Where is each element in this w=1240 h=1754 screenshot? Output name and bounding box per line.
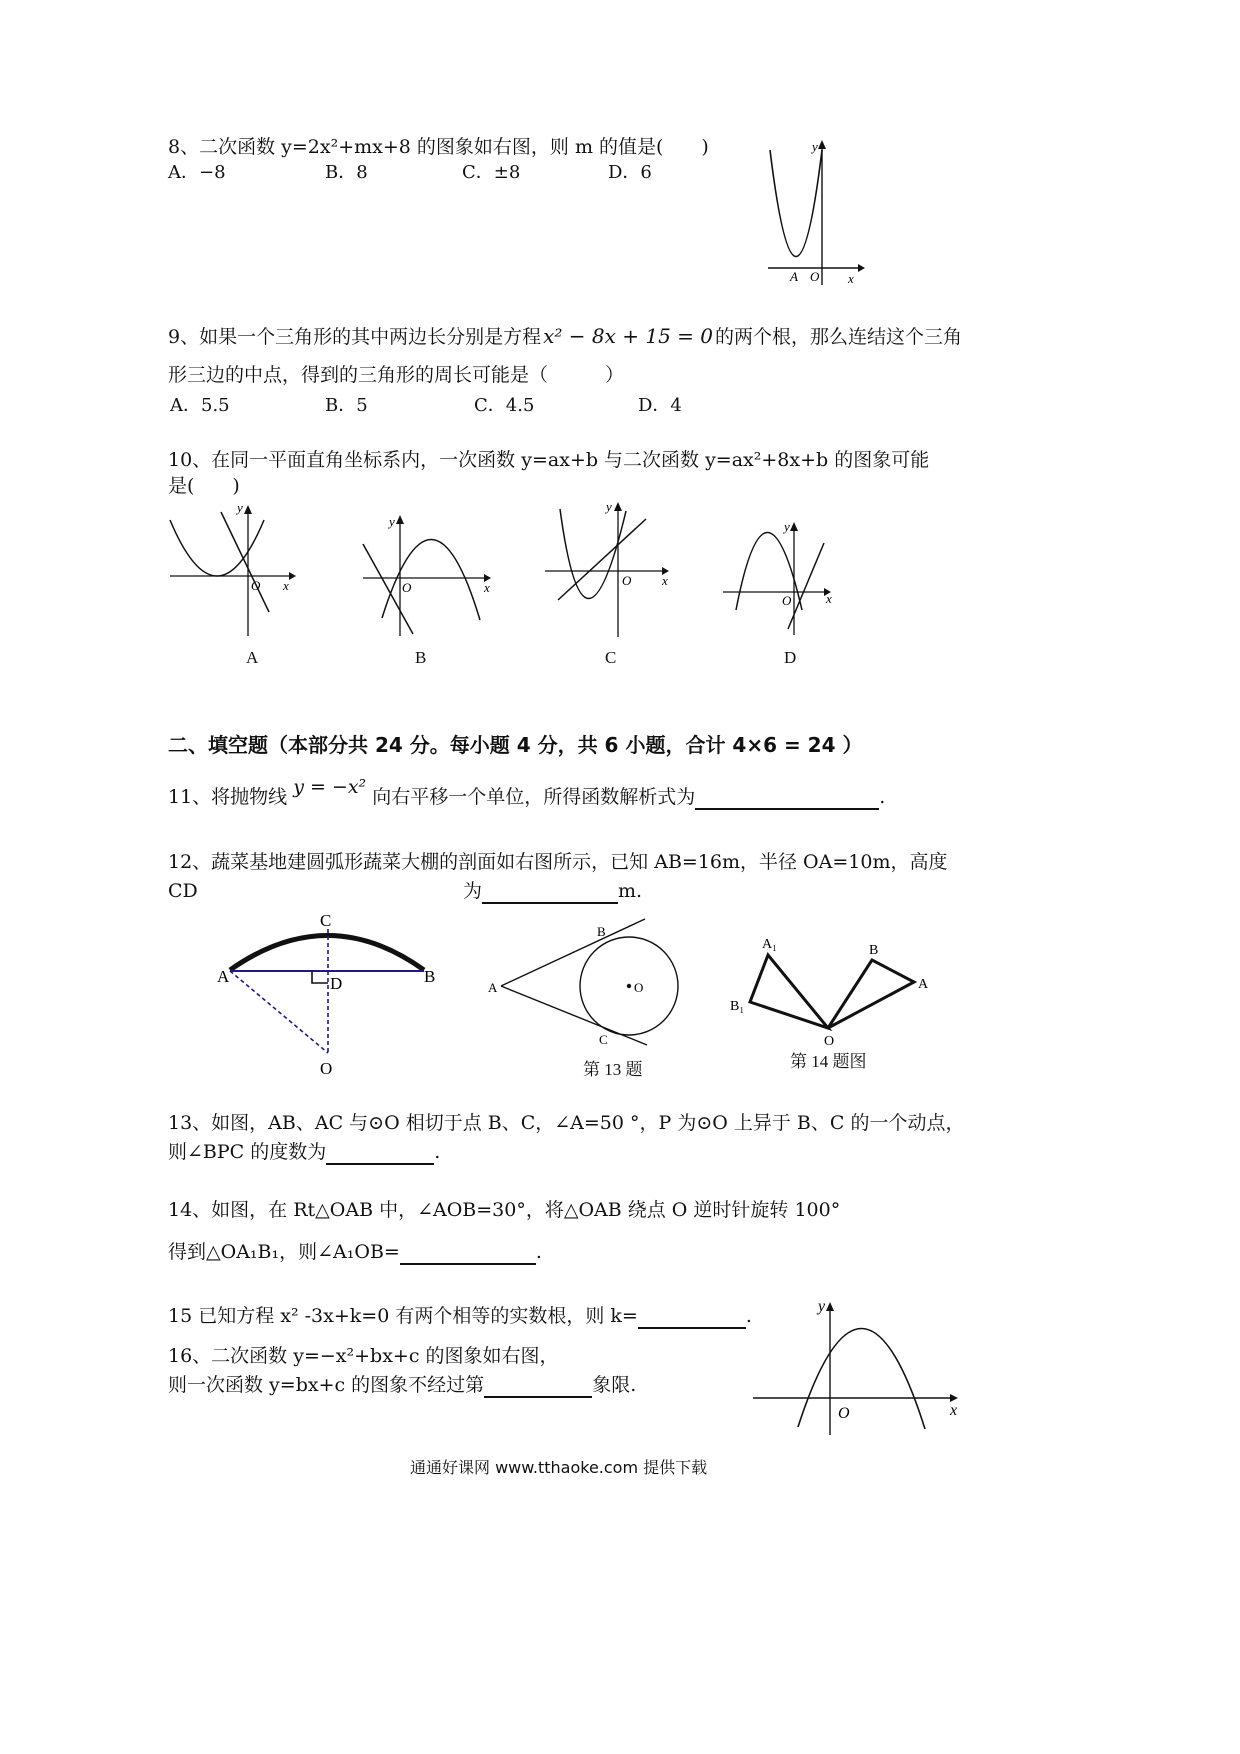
q10-line1: 10、在同一平面直角坐标系内，一次函数 y=ax+b 与二次函数 y=ax²+8x+b 的图象可能 — [168, 449, 930, 471]
q14-line1: 14、如图，在 Rt△OAB 中，∠AOB=30°，将△OAB 绕点 O 逆时针旋转 100° — [168, 1199, 841, 1221]
q10-graph-a — [165, 500, 310, 640]
q10-graph-b-o: O — [402, 580, 412, 595]
q11-line — [168, 776, 886, 810]
q8-graph-x-label: x — [848, 271, 854, 286]
fig14 — [720, 930, 940, 1050]
q11-text-b: 向右平移一个单位，所得函数解析式为 — [372, 786, 696, 808]
q10-graph-d-y: y — [784, 519, 790, 534]
q9-option-d: D．4 — [638, 395, 682, 416]
fig13-b: B — [597, 924, 606, 939]
q10-graph-b — [358, 510, 503, 640]
q10-graph-b-x: x — [484, 580, 490, 595]
q9-option-a: A．5.5 — [170, 395, 230, 416]
q10-graph-a-y: y — [237, 500, 243, 515]
q16-graph-x: x — [950, 1402, 958, 1419]
fig13 — [485, 915, 665, 1045]
footer-text: 通通好课网 www.tthaoke.com 提供下载 — [410, 1458, 708, 1477]
q10-graph-a-x: x — [283, 578, 289, 593]
fig14-caption: 第 14 题图 — [790, 1052, 867, 1071]
q9-line1-a: 9、如果一个三角形的其中两边长分别是方程 — [168, 326, 542, 348]
q16-line2-b: 象限. — [592, 1374, 637, 1396]
q16-line2 — [168, 1372, 636, 1398]
q10-graph-d-x: x — [826, 591, 832, 606]
q15-line — [168, 1303, 752, 1329]
q9-option-b: B．5 — [325, 395, 368, 416]
q10-line2: 是( ) — [168, 475, 240, 497]
q14-line2-a: 得到△OA₁B₁，则∠A₁OB= — [168, 1241, 400, 1263]
fig14-a: A — [918, 977, 929, 992]
q9-line1-b: 的两个根，那么连结这个三角 — [715, 326, 963, 348]
fig12-o: O — [320, 1059, 333, 1078]
q12-line1: 12、蔬菜基地建圆弧形蔬菜大棚的剖面如右图所示，已知 AB=16m，半径 OA=10m，高度 — [168, 851, 948, 873]
q11-end: . — [879, 786, 886, 808]
q10-caption-b: B — [415, 648, 427, 667]
q10-caption-c: C — [605, 648, 617, 667]
q13-answer-blank — [326, 1143, 434, 1165]
q16-graph — [750, 1295, 970, 1440]
fig12-d: D — [330, 974, 343, 993]
q8-option-c: C．±8 — [462, 162, 521, 183]
q14-line2 — [168, 1239, 542, 1265]
q10-caption-d: D — [784, 648, 797, 667]
fig13-a: A — [488, 980, 498, 995]
q8-graph-o-label: O — [810, 269, 820, 284]
q13-line2-a: 则∠BPC 的度数为 — [168, 1141, 327, 1163]
q15-end: . — [745, 1305, 752, 1327]
q8-graph-y-label: y — [812, 139, 818, 154]
q10-graph-a-o: O — [251, 578, 261, 593]
q12-line2 — [463, 878, 642, 904]
fig14-b1: B₁ — [730, 999, 745, 1014]
q16-line1: 16、二次函数 y=−x²+bx+c 的图象如右图， — [168, 1345, 559, 1367]
q12-line2-cd: CD — [168, 880, 198, 902]
fig12-c: C — [320, 911, 332, 930]
fig14-b: B — [869, 943, 879, 958]
q10-caption-a: A — [246, 648, 259, 667]
q14-end: . — [535, 1241, 542, 1263]
q8-graph — [760, 135, 870, 295]
section2-title: 二、填空题（本部分共 24 分。每小题 4 分，共 6 小题，合计 4×6 = 24 ） — [168, 733, 863, 757]
q10-graph-d — [720, 515, 845, 640]
fig12 — [210, 905, 450, 1080]
q15-answer-blank — [638, 1307, 746, 1329]
q9-line2: 形三边的中点，得到的三角形的周长可能是（ ） — [168, 364, 625, 386]
q11-formula: y = −x² — [293, 776, 367, 798]
q16-graph-y: y — [818, 1298, 826, 1315]
q10-graph-c-x: x — [662, 573, 668, 588]
fig14-o: O — [824, 1034, 835, 1049]
q13-line2 — [168, 1139, 440, 1165]
q15-text: 15 已知方程 x² -3x+k=0 有两个相等的实数根，则 k= — [168, 1305, 638, 1327]
q10-graph-c-y: y — [606, 499, 612, 514]
q10-graph-b-y: y — [389, 514, 395, 529]
q16-line2-a: 则一次函数 y=bx+c 的图象不经过第 — [168, 1374, 485, 1396]
q9-option-c: C．4.5 — [474, 395, 535, 416]
fig12-b: B — [424, 967, 436, 986]
q13-end: . — [434, 1141, 441, 1163]
q8-stem: 8、二次函数 y=2x²+mx+8 的图象如右图，则 m 的值是( ) — [168, 136, 709, 158]
fig13-o: O — [634, 980, 644, 995]
q8-option-a: A．−8 — [168, 162, 226, 183]
q11-answer-blank — [695, 788, 879, 810]
q8-option-d: D．6 — [608, 162, 652, 183]
q10-graph-d-o: O — [782, 593, 792, 608]
q12-answer-blank — [482, 882, 618, 904]
fig13-c: C — [599, 1032, 608, 1047]
q14-answer-blank — [400, 1243, 536, 1265]
fig13-caption: 第 13 题 — [583, 1060, 643, 1079]
fig14-a1: A₁ — [762, 937, 777, 952]
q16-graph-o: O — [838, 1405, 850, 1422]
q13-line1: 13、如图，AB、AC 与⊙O 相切于点 B、C，∠A=50 °，P 为⊙O 上异于 B、C 的一个动点， — [168, 1112, 965, 1134]
q12-line2-c: m. — [618, 880, 643, 902]
q8-graph-a-label: A — [790, 269, 798, 284]
q10-graph-c-o: O — [622, 573, 632, 588]
q9-line1 — [168, 323, 962, 350]
q9-equation: x² − 8x + 15 = 0 — [543, 324, 713, 348]
q10-graph-c — [542, 497, 682, 640]
q11-text-a: 11、将抛物线 — [168, 786, 288, 808]
q8-option-b: B．8 — [325, 162, 368, 183]
q12-line2-b: 为 — [463, 880, 483, 902]
q16-answer-blank — [484, 1376, 592, 1398]
fig12-a: A — [217, 967, 230, 986]
